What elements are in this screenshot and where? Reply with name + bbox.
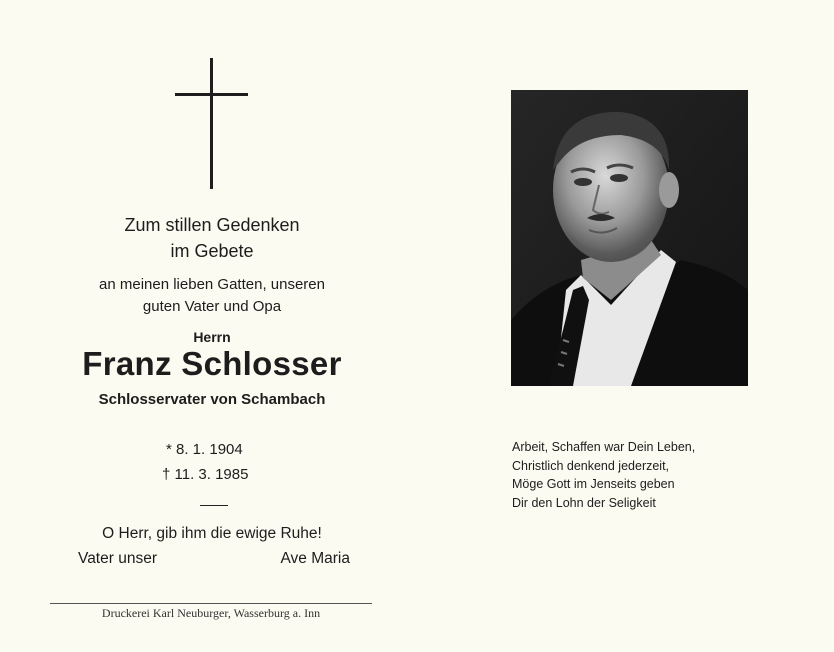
memorial-verse [512, 438, 695, 512]
death-date: † 11. 3. 1985 [162, 466, 249, 483]
dedication-line-1: an meinen lieben Gatten, unseren [99, 276, 325, 293]
birth-date: * 8. 1. 1904 [166, 441, 243, 458]
verse-line-2: Christlich denkend jederzeit, [512, 458, 670, 473]
footer-rule [50, 603, 372, 604]
deceased-name: Franz Schlosser [82, 345, 342, 382]
verse-line-3: Möge Gott im Jenseits geben [512, 477, 675, 491]
dedication-text [50, 274, 374, 318]
verse-line-4: Dir den Lohn der Seligkeit [512, 495, 656, 510]
prayer-line: O Herr, gib ihm die ewige Ruhe! [102, 525, 322, 542]
prayer-ave-maria: Ave Maria [280, 550, 350, 567]
dedication-line-2: guten Vater und Opa [142, 298, 282, 315]
printer-credit: Druckerei Karl Neuburger, Wasserburg a. Inn [101, 606, 321, 620]
deceased-title: Schlosservater von Schambach [98, 391, 326, 408]
remembrance-heading [50, 212, 374, 264]
verse-line-1: Arbeit, Schaffen war Dein Leben, [512, 440, 696, 454]
prayer-vater-unser: Vater unser [78, 550, 157, 567]
honorific: Herrn [193, 329, 231, 345]
portrait-illustration [511, 90, 748, 386]
remembrance-line-2: im Gebete [170, 241, 254, 261]
portrait-photo [511, 90, 748, 386]
divider-dash [200, 505, 228, 506]
cross-icon [50, 0, 374, 200]
remembrance-line-1: Zum stillen Gedenken [124, 215, 300, 235]
